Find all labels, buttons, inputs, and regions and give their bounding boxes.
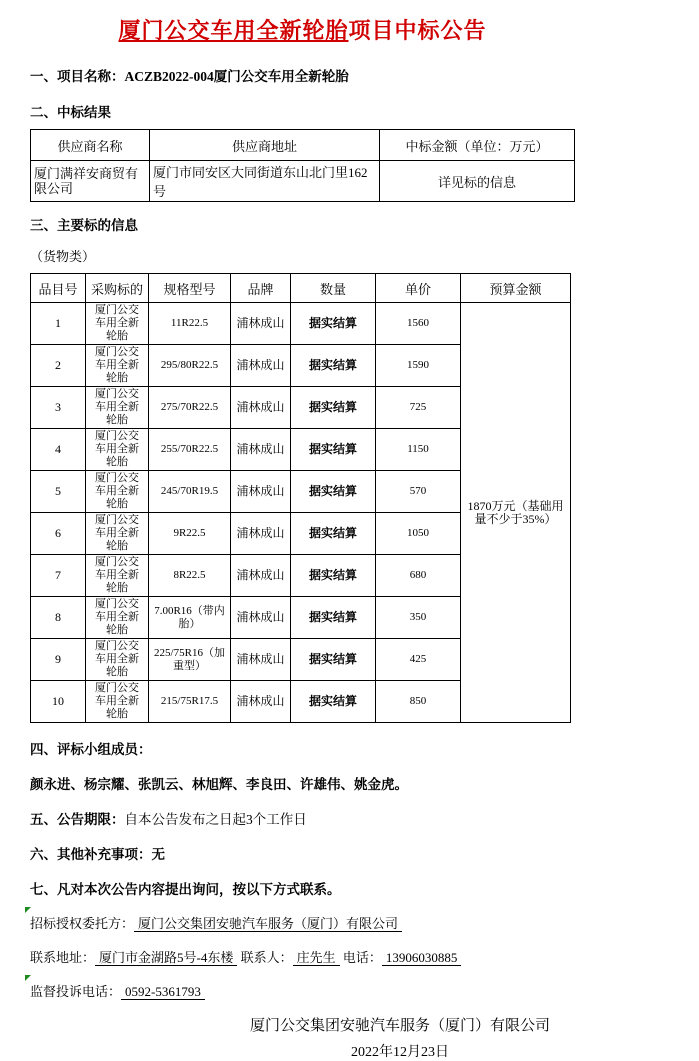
item-no-cell: 5 <box>31 471 86 513</box>
contact-person-value: 庄先生 <box>293 950 340 966</box>
subject-cell: 厦门公交车用全新轮胎 <box>86 597 149 639</box>
brand-cell: 浦林成山 <box>231 555 291 597</box>
quantity-cell: 据实结算 <box>291 429 376 471</box>
brand-cell: 浦林成山 <box>231 345 291 387</box>
contact-phone-value: 13906030885 <box>382 950 462 966</box>
subject-cell: 厦门公交车用全新轮胎 <box>86 471 149 513</box>
col-brand: 品牌 <box>231 274 291 303</box>
subject-cell: 厦门公交车用全新轮胎 <box>86 345 149 387</box>
brand-cell: 浦林成山 <box>231 513 291 555</box>
supplier-name-cell: 厦门满祥安商贸有限公司 <box>31 161 150 202</box>
spec-cell: 215/75R17.5 <box>149 681 231 723</box>
evaluation-team-names: 颜永进、杨宗耀、张凯云、林旭辉、李良田、许雄伟、姚金虎。 <box>30 777 408 792</box>
col-budget: 预算金额 <box>461 274 571 303</box>
unit-price-cell: 350 <box>376 597 461 639</box>
section-evaluation-team-heading: 四、评标小组成员： <box>30 742 152 757</box>
project-name-label: 一、项目名称： <box>30 69 125 84</box>
notice-period-value: 自本公告发布之日起3个工作日 <box>124 812 307 827</box>
brand-cell: 浦林成山 <box>231 639 291 681</box>
item-no-cell: 3 <box>31 387 86 429</box>
table-row <box>31 303 571 345</box>
subject-cell: 厦门公交车用全新轮胎 <box>86 681 149 723</box>
contact-person-label: 联系人： <box>240 950 293 965</box>
col-quantity: 数量 <box>291 274 376 303</box>
complaint-phone-value: 0592-5361793 <box>121 984 205 1000</box>
subject-info-table <box>30 273 571 723</box>
item-no-cell: 4 <box>31 429 86 471</box>
contact-address-label: 联系地址： <box>30 950 96 965</box>
unit-price-cell: 570 <box>376 471 461 513</box>
spec-cell: 225/75R16（加重型） <box>149 639 231 681</box>
quantity-cell: 据实结算 <box>291 471 376 513</box>
other-matters-label: 六、其他补充事项： <box>30 847 152 862</box>
section-other-matters <box>30 843 575 863</box>
award-result-header-row <box>31 130 575 161</box>
quantity-cell: 据实结算 <box>291 387 376 429</box>
award-result-data-row <box>31 161 575 202</box>
comment-marker-icon <box>25 975 31 981</box>
authorizer-line <box>30 913 575 932</box>
subject-cell: 厦门公交车用全新轮胎 <box>86 303 149 345</box>
brand-cell: 浦林成山 <box>231 597 291 639</box>
brand-cell: 浦林成山 <box>231 681 291 723</box>
spec-cell: 8R22.5 <box>149 555 231 597</box>
item-no-cell: 8 <box>31 597 86 639</box>
page-title <box>30 14 575 45</box>
page-title-rest: 项目中标公告 <box>348 18 487 43</box>
item-no-cell: 2 <box>31 345 86 387</box>
project-name-value: ACZB2022-004厦门公交车用全新轮胎 <box>124 69 349 84</box>
complaint-phone-line <box>30 981 575 1000</box>
unit-price-cell: 680 <box>376 555 461 597</box>
contact-address-value: 厦门市金湖路5号-4东楼 <box>95 950 237 966</box>
col-spec: 规格型号 <box>149 274 231 303</box>
quantity-cell: 据实结算 <box>291 303 376 345</box>
quantity-cell: 据实结算 <box>291 681 376 723</box>
subject-cell: 厦门公交车用全新轮胎 <box>86 387 149 429</box>
col-supplier-address: 供应商地址 <box>150 130 380 161</box>
section-subject-info-heading: 三、主要标的信息 <box>30 218 138 233</box>
unit-price-cell: 725 <box>376 387 461 429</box>
supplier-address-cell: 厦门市同安区大同街道东山北门里162号 <box>150 161 380 202</box>
quantity-cell: 据实结算 <box>291 597 376 639</box>
complaint-phone-label: 监督投诉电话： <box>30 984 122 999</box>
authorizer-value: 厦门公交集团安驰汽车服务（厦门）有限公司 <box>134 916 402 932</box>
item-no-cell: 9 <box>31 639 86 681</box>
authorizer-label: 招标授权委托方： <box>30 916 135 931</box>
award-amount-cell: 详见标的信息 <box>380 161 575 202</box>
unit-price-cell: 850 <box>376 681 461 723</box>
page-title-underlined-part: 厦门公交车用全新轮胎 <box>118 18 349 43</box>
spec-cell: 255/70R22.5 <box>149 429 231 471</box>
document-body <box>30 14 575 1000</box>
budget-merged-cell: 1870万元（基础用量不少于35%） <box>461 303 571 723</box>
spec-cell: 7.00R16（带内胎） <box>149 597 231 639</box>
award-result-table <box>30 129 575 202</box>
quantity-cell: 据实结算 <box>291 345 376 387</box>
section-inquiry-heading: 七、凡对本次公告内容提出询问，按以下方式联系。 <box>30 882 341 897</box>
cargo-category-note: （货物类） <box>30 249 96 264</box>
spec-cell: 9R22.5 <box>149 513 231 555</box>
brand-cell: 浦林成山 <box>231 303 291 345</box>
subject-cell: 厦门公交车用全新轮胎 <box>86 513 149 555</box>
section-project-name <box>30 65 575 85</box>
contact-phone-label: 电话： <box>342 950 382 965</box>
col-subject: 采购标的 <box>86 274 149 303</box>
quantity-cell: 据实结算 <box>291 513 376 555</box>
col-unit-price: 单价 <box>376 274 461 303</box>
spec-cell: 245/70R19.5 <box>149 471 231 513</box>
comment-marker-icon <box>25 907 31 913</box>
item-no-cell: 10 <box>31 681 86 723</box>
signature-block <box>130 1014 670 1061</box>
signature-company: 厦门公交集团安驰汽车服务（厦门）有限公司 <box>249 1018 550 1034</box>
notice-period-label: 五、公告期限： <box>30 812 125 827</box>
item-no-cell: 6 <box>31 513 86 555</box>
item-no-cell: 1 <box>31 303 86 345</box>
col-supplier-name: 供应商名称 <box>31 130 150 161</box>
subject-cell: 厦门公交车用全新轮胎 <box>86 555 149 597</box>
unit-price-cell: 1150 <box>376 429 461 471</box>
spec-cell: 275/70R22.5 <box>149 387 231 429</box>
spec-cell: 11R22.5 <box>149 303 231 345</box>
contact-address-line <box>30 947 575 966</box>
brand-cell: 浦林成山 <box>231 387 291 429</box>
subject-info-header-row <box>31 274 571 303</box>
unit-price-cell: 425 <box>376 639 461 681</box>
section-award-result-heading: 二、中标结果 <box>30 105 111 120</box>
unit-price-cell: 1050 <box>376 513 461 555</box>
other-matters-value: 无 <box>151 847 165 862</box>
quantity-cell: 据实结算 <box>291 555 376 597</box>
unit-price-cell: 1590 <box>376 345 461 387</box>
signature-date: 2022年12月23日 <box>351 1045 449 1060</box>
section-notice-period <box>30 808 575 828</box>
item-no-cell: 7 <box>31 555 86 597</box>
brand-cell: 浦林成山 <box>231 429 291 471</box>
unit-price-cell: 1560 <box>376 303 461 345</box>
col-item-no: 品目号 <box>31 274 86 303</box>
quantity-cell: 据实结算 <box>291 639 376 681</box>
subject-cell: 厦门公交车用全新轮胎 <box>86 429 149 471</box>
brand-cell: 浦林成山 <box>231 471 291 513</box>
col-award-amount: 中标金额（单位：万元） <box>380 130 575 161</box>
subject-cell: 厦门公交车用全新轮胎 <box>86 639 149 681</box>
spec-cell: 295/80R22.5 <box>149 345 231 387</box>
